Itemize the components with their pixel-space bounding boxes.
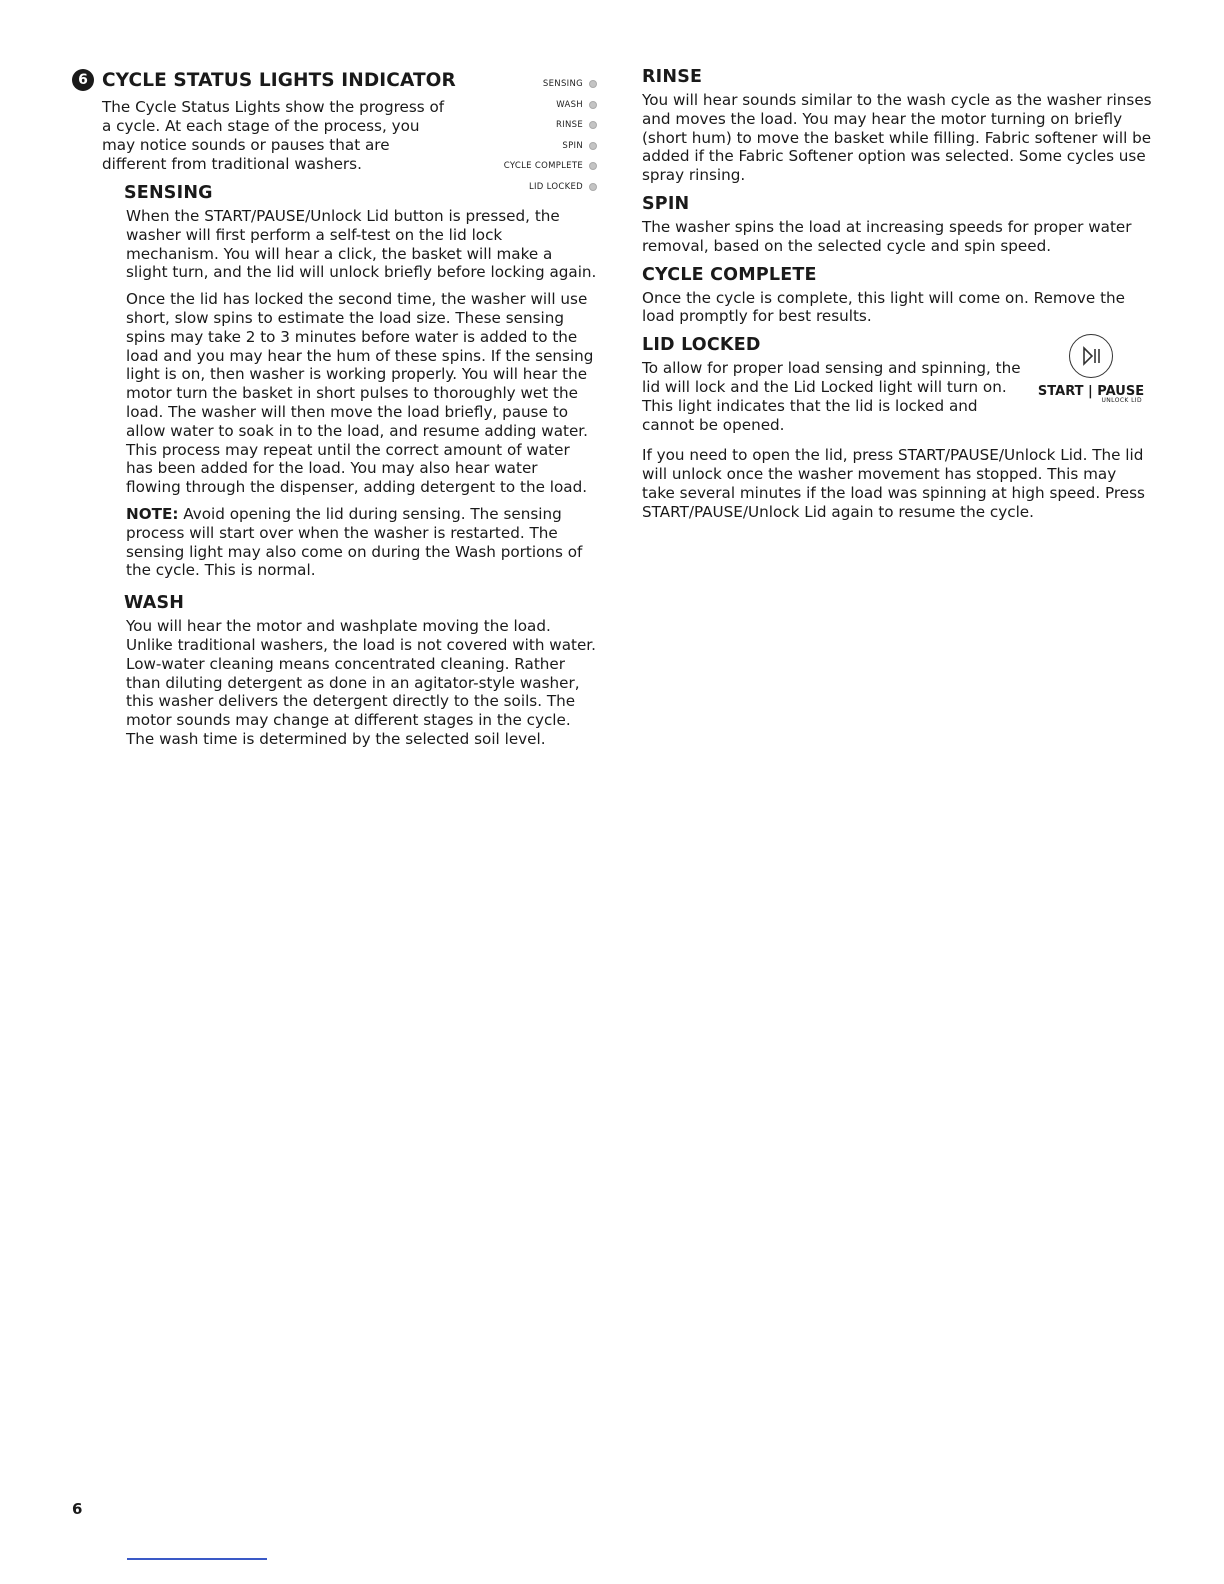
spin-paragraph: The washer spins the load at increasing speeds for proper water removal, based on the selected cycle and spin speed. <box>642 217 1132 255</box>
spin-section <box>642 193 1152 256</box>
status-light-lid-locked <box>504 177 597 198</box>
lid-locked-heading: LID LOCKED <box>642 335 761 356</box>
start-pause-label: START | PAUSE <box>1037 384 1145 400</box>
cycle-complete-section <box>642 264 1152 327</box>
start-pause-button-illustration <box>1036 334 1146 404</box>
rinse-section <box>642 66 1152 185</box>
status-light-label: LID LOCKED <box>528 181 583 192</box>
intro-paragraph: The Cycle Status Lights show the progress of a cycle. At each stage of the process, you may notice sounds or pauses that are different from traditional washers. <box>102 98 445 173</box>
status-light-label: SENSING <box>542 79 583 90</box>
rinse-paragraph: You will hear sounds similar to the wash cycle as the washer rinses and moves the load. You may hear the motor turning on briefly (short hum) to move the basket while filling. Fabric softener will be added if the Fabric Softener option was selected. Some cycles use spray rinsing. <box>642 91 1152 185</box>
wash-paragraph: You will hear the motor and washplate moving the load. Unlike traditional washers, the load is not covered with water. Low-water cleaning means concentrated cleaning. Rather than diluting detergent as done in an agitator-style washer, this washer delivers the detergent directly to the soils. The motor sounds may change at different stages in the cycle. The wash time is determined by the selected soil level. <box>126 617 596 748</box>
page-number: 6 <box>72 1500 83 1518</box>
right-column <box>642 66 1152 530</box>
footer-rule <box>127 1558 267 1560</box>
lid-locked-section <box>642 334 1152 521</box>
indicator-light-icon <box>589 162 597 170</box>
cycle-complete-paragraph: Once the cycle is complete, this light will come on. Remove the load promptly for best results. <box>642 288 1125 326</box>
note-text: Avoid opening the lid during sensing. The sensing process will start over when the washer is restarted. The sensing light may also come on during the Wash portions of the cycle. This is normal. <box>126 504 583 580</box>
status-lights-panel <box>504 74 597 197</box>
status-light-label: WASH <box>556 99 583 110</box>
left-column <box>72 66 597 757</box>
status-light-label: RINSE <box>555 120 583 131</box>
section-title: CYCLE STATUS LIGHTS INDICATOR <box>102 69 456 91</box>
sensing-heading: SENSING <box>124 183 213 203</box>
sensing-paragraph-1: When the START/PAUSE/Unlock Lid button is pressed, the washer will first perform a self-test on the lid lock mechanism. You will hear a click, the basket will make a slight turn, and the lid will unlock briefly before locking again. <box>126 207 597 282</box>
status-light-spin <box>504 136 597 157</box>
rinse-heading: RINSE <box>642 67 703 87</box>
section-number-badge: 6 <box>72 69 94 91</box>
note-label: NOTE: <box>126 504 179 523</box>
status-light-rinse <box>504 115 597 136</box>
status-light-label: SPIN <box>562 140 583 151</box>
status-light-sensing <box>504 74 597 95</box>
lid-locked-paragraph-1: To allow for proper load sensing and spinning, the lid will lock and the Lid Locked light will turn on. This light indicates that the lid is locked and cannot be opened. <box>642 359 1021 434</box>
wash-heading: WASH <box>124 593 185 614</box>
cycle-complete-heading: CYCLE COMPLETE <box>642 264 817 285</box>
sensing-note <box>126 505 597 580</box>
spin-heading: SPIN <box>642 193 690 214</box>
indicator-light-icon <box>589 121 597 129</box>
sensing-paragraph-2: Once the lid has locked the second time, the washer will use short, slow spins to estimate the load size. These sensing spins may take 2 to 3 minutes before water is added to the load and you may hear the hum of these spins. If the sensing light is on, then washer is working properly. You will hear the motor turn the basket in short pulses to thoroughly wet the load. The washer will then move the load briefly, pause to allow water to soak in to the load, and resume adding water. This process may repeat until the correct amount of water has been added for the load. You may also hear water flowing through the dispenser, adding detergent to the load. <box>126 290 594 497</box>
indicator-light-icon <box>589 142 597 150</box>
wash-section <box>126 592 597 749</box>
sensing-section <box>126 182 597 580</box>
status-light-label: CYCLE COMPLETE <box>503 161 583 172</box>
indicator-light-icon <box>589 183 597 191</box>
indicator-light-icon <box>589 80 597 88</box>
status-light-cycle-complete <box>504 156 597 177</box>
indicator-light-icon <box>589 101 597 109</box>
play-pause-icon <box>1069 334 1113 378</box>
status-light-wash <box>504 95 597 116</box>
unlock-lid-label: UNLOCK LID <box>1101 397 1142 405</box>
lid-locked-paragraph-2: If you need to open the lid, press START/PAUSE/Unlock Lid. The lid will unlock once the washer movement has stopped. This may take several minutes if the load was spinning at high speed. Press START/PAUSE/Unlock Lid again to resume the cycle. <box>642 446 1145 521</box>
